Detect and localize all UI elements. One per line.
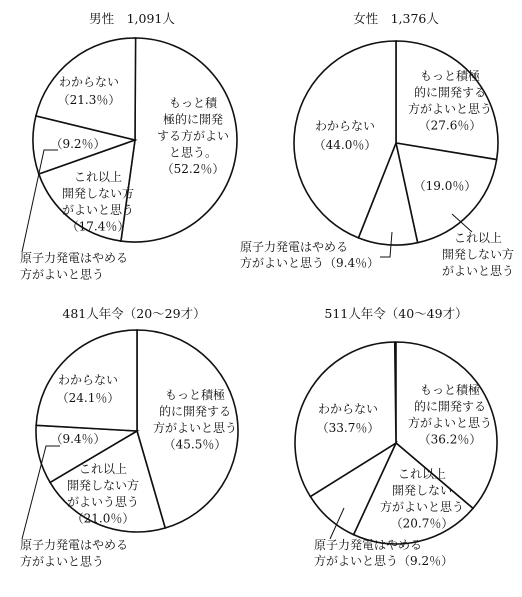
slice-label-0-1-1: 開発しない方 xyxy=(61,186,135,201)
slice-label-2-3-0: わからない xyxy=(57,373,119,387)
slice-label-2-0-0: もっと積極 xyxy=(164,388,226,402)
slice-label-3-3-1: （33.7％） xyxy=(316,421,380,435)
chart-title-age-40s: 511人年令（40～49才） xyxy=(324,306,468,321)
slice-label-3-1-1: 開発しない xyxy=(391,483,453,498)
callout2-label-1-1: 開発しない方 xyxy=(441,247,515,262)
callout-label-1-0: 原子力発電はやめる xyxy=(240,240,349,254)
callout-label-3-0: 原子力発電はやめる xyxy=(314,538,423,552)
slice-label-3-0-3: （36.2％） xyxy=(418,432,482,447)
slice-label-1-1-0: （19.0％） xyxy=(413,179,477,193)
chart-title-male: 男性 1,091人 xyxy=(89,11,175,26)
callout-label-3-1: 方がよいと思う（9.2％） xyxy=(314,554,454,568)
slice-label-0-0-1: 極的に開発 xyxy=(162,112,224,127)
slice-label-3-1-3: （20.7％） xyxy=(390,516,454,531)
slice-label-3-1-2: 方がよいと思う xyxy=(379,500,465,514)
slice-label-2-1-2: がよいう思う xyxy=(66,495,140,509)
slice-label-0-1-3: （17.4％） xyxy=(66,219,130,234)
pie-slice-1-0 xyxy=(396,41,498,160)
callout-label-2-0: 原子力発電はやめる xyxy=(20,538,129,552)
slice-label-0-3-1: （21.3％） xyxy=(57,93,121,107)
slice-label-1-3-1: （44.0％） xyxy=(313,138,377,152)
slice-label-3-1-0: これ以上 xyxy=(397,467,447,481)
slice-label-0-3-0: わからない xyxy=(58,75,120,89)
slice-label-2-1-0: これ以上 xyxy=(78,462,128,476)
slice-label-2-2-0: （9.4％） xyxy=(50,432,106,446)
slice-label-2-0-1: 的に開発する xyxy=(158,404,232,419)
callout-label-1-1: 方がよいと思う（9.4％） xyxy=(240,256,380,270)
slice-label-3-0-0: もっと積極 xyxy=(419,383,481,397)
slice-label-0-1-0: これ以上 xyxy=(73,170,123,184)
slice-label-2-3-1: （24.1％） xyxy=(56,391,120,405)
slice-label-2-0-3: （45.5％） xyxy=(163,437,227,452)
slice-label-1-3-0: わからない xyxy=(314,119,376,133)
slice-label-2-1-3: （21.0％） xyxy=(71,511,135,526)
slice-label-1-0-3: （27.6％） xyxy=(418,118,482,133)
callout-label-0-1: 方がよいと思う xyxy=(20,267,105,282)
slice-label-0-1-2: がよいと思う xyxy=(61,203,135,217)
slice-label-3-0-1: 的に開発する xyxy=(413,399,487,414)
slice-label-3-3-0: わからない xyxy=(317,402,379,416)
callout2-label-1-0: これ以上 xyxy=(453,231,503,245)
slice-label-0-0-3: と思う。 xyxy=(168,145,218,160)
callout2-label-1-2: がよいと思う xyxy=(441,264,515,278)
slice-label-0-0-0: もっと積 xyxy=(168,96,218,110)
slice-label-1-0-2: 方がよいと思う xyxy=(407,102,493,116)
slice-label-2-1-1: 開発しない方 xyxy=(66,478,140,493)
slice-label-2-0-2: 方がよいと思う xyxy=(152,421,238,435)
slice-label-0-2-0: （9.2％） xyxy=(50,137,106,151)
slice-label-1-0-1: 的に開発する xyxy=(413,85,487,100)
chart-title-female: 女性 1,376人 xyxy=(353,11,439,26)
slice-label-0-0-2: する方がよい xyxy=(156,129,230,143)
slice-label-3-0-2: 方がよいと思う xyxy=(407,416,493,430)
slice-label-1-0-0: もっと積極 xyxy=(419,69,481,83)
chart-title-age-20s: 481人年令（20～29才） xyxy=(62,306,206,321)
slice-label-0-0-4: （52.2％） xyxy=(161,162,225,176)
callout-label-2-1: 方がよいと思う xyxy=(20,554,105,569)
callout-label-0-0: 原子力発電はやめる xyxy=(20,251,129,265)
